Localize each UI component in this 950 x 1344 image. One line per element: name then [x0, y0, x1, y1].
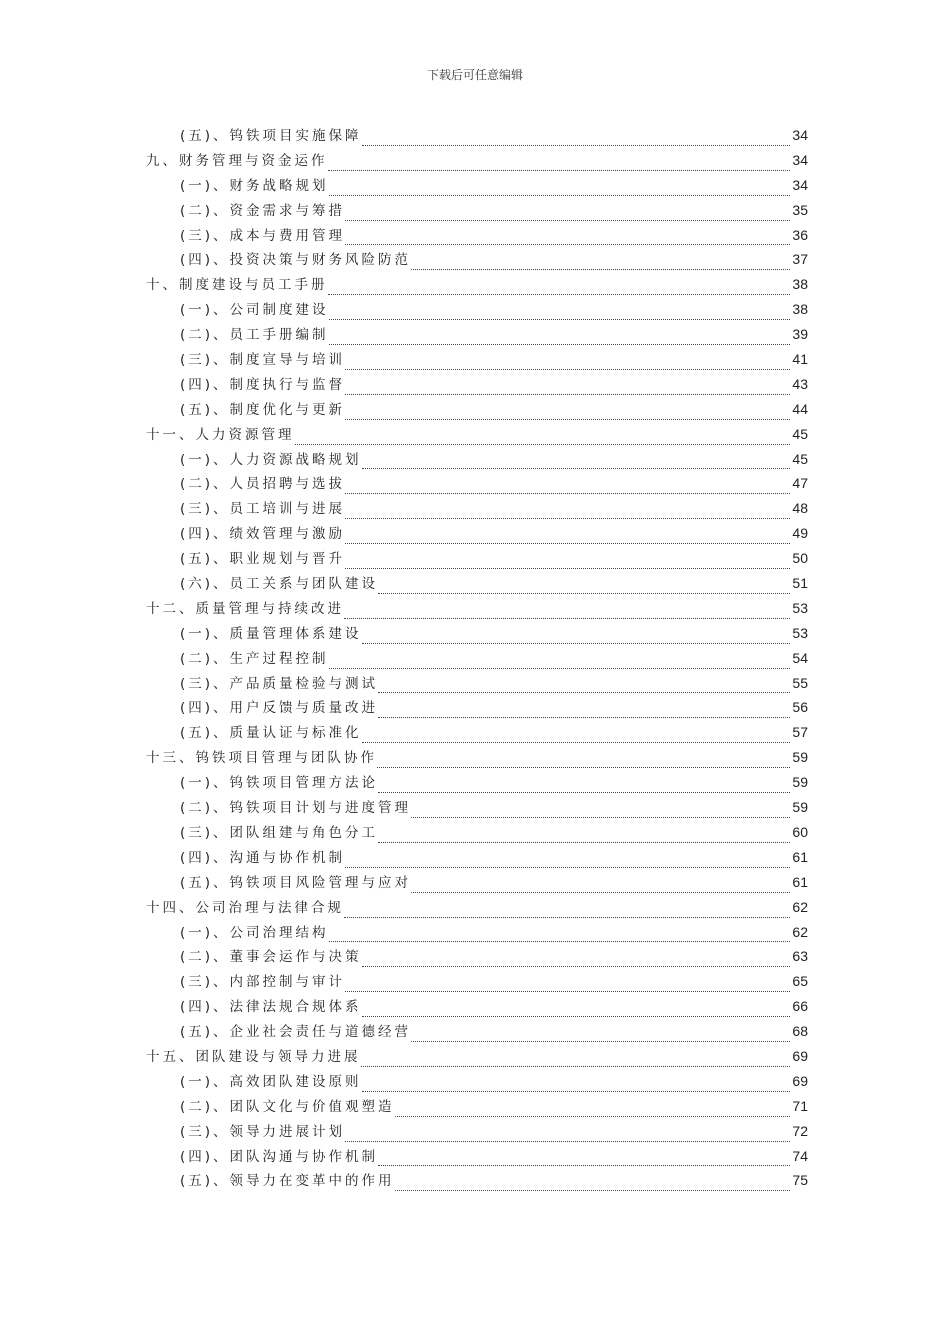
- toc-entry[interactable]: [146, 647, 808, 672]
- toc-entry-title: (五)、企业社会责任与道德经营: [180, 1024, 412, 1041]
- toc-entry-page: 39: [792, 326, 808, 343]
- toc-entry[interactable]: [146, 1045, 808, 1070]
- toc-entry-title: (三)、团队组建与角色分工: [180, 824, 379, 841]
- toc-entry[interactable]: [146, 1095, 808, 1120]
- dot-leader: [345, 244, 790, 245]
- toc-entry[interactable]: [146, 248, 808, 273]
- toc-entry[interactable]: [146, 273, 808, 298]
- toc-entry[interactable]: [146, 1145, 808, 1170]
- page-header: 下载后可任意编辑: [426, 68, 523, 82]
- toc-entry-page: 75: [792, 1172, 808, 1189]
- toc-entry-title: (五)、制度优化与更新: [180, 401, 346, 418]
- toc-entry-title: 九、财务管理与资金运作: [146, 152, 328, 169]
- toc-entry-title: (三)、产品质量检验与测试: [180, 675, 379, 692]
- dot-leader: [345, 419, 790, 420]
- toc-entry-title: (二)、团队文化与价值观塑造: [180, 1098, 395, 1115]
- toc-entry-title: 十四、公司治理与法律合规: [146, 899, 344, 916]
- toc-entry[interactable]: [146, 472, 808, 497]
- dot-leader: [378, 842, 790, 843]
- toc-entry[interactable]: [146, 373, 808, 398]
- toc-entry[interactable]: [146, 995, 808, 1020]
- toc-entry-title: (一)、质量管理体系建设: [180, 625, 362, 642]
- toc-entry-title: (二)、生产过程控制: [180, 650, 329, 667]
- toc-entry-page: 55: [792, 674, 808, 691]
- dot-leader: [378, 593, 790, 594]
- toc-entry-page: 35: [792, 201, 808, 218]
- toc-entry[interactable]: [146, 896, 808, 921]
- toc-entry[interactable]: [146, 597, 808, 622]
- dot-leader: [411, 269, 790, 270]
- dot-leader: [345, 493, 790, 494]
- toc-entry-page: 44: [792, 400, 808, 417]
- toc-entry-page: 59: [792, 799, 808, 816]
- toc-entry[interactable]: [146, 124, 808, 149]
- toc-entry-title: (五)、钨铁项目实施保障: [180, 128, 362, 144]
- toc-entry-page: 41: [792, 351, 808, 368]
- toc-entry-page: 48: [792, 500, 808, 517]
- toc-entry-title: (五)、领导力在变革中的作用: [180, 1173, 395, 1190]
- toc-entry-title: (五)、质量认证与标准化: [180, 725, 362, 742]
- toc-entry-title: (三)、内部控制与审计: [180, 974, 346, 991]
- dot-leader: [329, 319, 791, 320]
- toc-entry-page: 37: [792, 251, 808, 268]
- dot-leader: [377, 767, 790, 768]
- dot-leader: [361, 1066, 791, 1067]
- toc-entry-page: 51: [792, 575, 808, 592]
- toc-entry[interactable]: [146, 572, 808, 597]
- toc-entry-title: (一)、公司治理结构: [180, 924, 329, 941]
- toc-entry-title: 十、制度建设与员工手册: [146, 277, 328, 294]
- toc-entry-title: (二)、董事会运作与决策: [180, 949, 362, 966]
- toc-entry-title: (一)、人力资源战略规划: [180, 451, 362, 468]
- toc-entry-page: 43: [792, 375, 808, 392]
- toc-entry[interactable]: [146, 298, 808, 323]
- toc-entry-title: (一)、高效团队建设原则: [180, 1073, 362, 1090]
- toc-entry-page: 34: [792, 176, 808, 193]
- toc-entry[interactable]: [146, 522, 808, 547]
- toc-entry-page: 61: [792, 873, 808, 890]
- dot-leader: [378, 692, 790, 693]
- dot-leader: [362, 1091, 791, 1092]
- dot-leader: [362, 966, 791, 967]
- toc-entry[interactable]: [146, 945, 808, 970]
- toc-entry-page: 38: [792, 276, 808, 293]
- toc-entry-title: (二)、钨铁项目计划与进度管理: [180, 800, 412, 817]
- dot-leader: [329, 344, 791, 345]
- dot-leader: [295, 444, 791, 445]
- toc-entry-title: (四)、团队沟通与协作机制: [180, 1148, 379, 1165]
- toc-entry[interactable]: [146, 746, 808, 771]
- toc-entry-title: (四)、用户反馈与质量改进: [180, 700, 379, 717]
- dot-leader: [328, 294, 791, 295]
- dot-leader: [411, 892, 790, 893]
- toc-entry-page: 34: [792, 151, 808, 168]
- dot-leader: [362, 1016, 791, 1017]
- dot-leader: [345, 394, 790, 395]
- toc-entry-page: 49: [792, 525, 808, 542]
- toc-entry-page: 50: [792, 550, 808, 567]
- toc-entry-title: (四)、沟通与协作机制: [180, 849, 346, 866]
- toc-entry[interactable]: [146, 846, 808, 871]
- toc-entry[interactable]: [146, 796, 808, 821]
- toc-entry-page: 62: [792, 898, 808, 915]
- toc-entry-page: 59: [792, 749, 808, 766]
- dot-leader: [395, 1190, 791, 1191]
- toc-entry-page: 71: [792, 1097, 808, 1114]
- toc-entry-title: (一)、财务战略规划: [180, 177, 329, 194]
- toc-entry[interactable]: [146, 323, 808, 348]
- toc-entry-title: 十一、人力资源管理: [146, 426, 295, 443]
- toc-entry-title: (四)、制度执行与监督: [180, 376, 346, 393]
- toc-entry[interactable]: [146, 398, 808, 423]
- toc-entry-title: (四)、投资决策与财务风险防范: [180, 252, 412, 269]
- table-of-contents: [146, 124, 808, 1194]
- toc-entry-title: (四)、绩效管理与激励: [180, 526, 346, 543]
- toc-entry[interactable]: [146, 348, 808, 373]
- toc-entry[interactable]: [146, 871, 808, 896]
- toc-entry[interactable]: [146, 1169, 808, 1194]
- toc-entry[interactable]: [146, 448, 808, 473]
- toc-entry-title: (三)、成本与费用管理: [180, 227, 346, 244]
- toc-entry-page: 74: [792, 1147, 808, 1164]
- toc-entry-title: (三)、领导力进展计划: [180, 1123, 346, 1140]
- toc-entry-page: 53: [792, 599, 808, 616]
- toc-entry-title: (六)、员工关系与团队建设: [180, 576, 379, 593]
- toc-entry[interactable]: [146, 174, 808, 199]
- toc-entry[interactable]: [146, 199, 808, 224]
- toc-entry[interactable]: [146, 622, 808, 647]
- toc-entry-page: 63: [792, 948, 808, 965]
- toc-entry[interactable]: [146, 423, 808, 448]
- toc-entry[interactable]: [146, 921, 808, 946]
- toc-entry[interactable]: [146, 721, 808, 746]
- toc-entry-title: (三)、制度宣导与培训: [180, 352, 346, 369]
- toc-entry[interactable]: [146, 547, 808, 572]
- toc-entry[interactable]: [146, 821, 808, 846]
- dot-leader: [378, 1165, 790, 1166]
- dot-leader: [328, 170, 791, 171]
- dot-leader: [345, 220, 790, 221]
- dot-leader: [344, 917, 790, 918]
- dot-leader: [345, 518, 790, 519]
- dot-leader: [345, 369, 790, 370]
- toc-entry-title: (二)、人员招聘与选拔: [180, 476, 346, 493]
- toc-entry-page: 45: [792, 450, 808, 467]
- toc-entry-title: (五)、职业规划与晋升: [180, 551, 346, 568]
- toc-entry-page: 61: [792, 848, 808, 865]
- dot-leader: [362, 468, 791, 469]
- toc-entry-page: 53: [792, 624, 808, 641]
- dot-leader: [345, 543, 790, 544]
- toc-entry-page: 36: [792, 226, 808, 243]
- toc-entry[interactable]: [146, 696, 808, 721]
- toc-entry-page: 54: [792, 649, 808, 666]
- toc-entry[interactable]: [146, 771, 808, 796]
- toc-entry-title: (四)、法律法规合规体系: [180, 999, 362, 1016]
- toc-entry[interactable]: [146, 1120, 808, 1145]
- toc-entry-page: 59: [792, 774, 808, 791]
- toc-entry[interactable]: [146, 1020, 808, 1045]
- dot-leader: [395, 1116, 791, 1117]
- dot-leader: [329, 195, 791, 196]
- toc-entry[interactable]: [146, 970, 808, 995]
- toc-entry-page: 72: [792, 1122, 808, 1139]
- dot-leader: [345, 867, 790, 868]
- toc-entry[interactable]: [146, 224, 808, 249]
- dot-leader: [329, 668, 791, 669]
- toc-entry-title: 十五、团队建设与领导力进展: [146, 1048, 361, 1065]
- toc-entry-page: 60: [792, 823, 808, 840]
- toc-entry-title: (五)、钨铁项目风险管理与应对: [180, 874, 412, 891]
- toc-entry[interactable]: [146, 1070, 808, 1095]
- toc-entry-page: 56: [792, 699, 808, 716]
- toc-entry[interactable]: [146, 672, 808, 697]
- dot-leader: [345, 991, 790, 992]
- toc-entry-title: (二)、员工手册编制: [180, 327, 329, 344]
- toc-entry-page: 69: [792, 1047, 808, 1064]
- toc-entry-page: 34: [792, 127, 808, 143]
- dot-leader: [329, 941, 791, 942]
- dot-leader: [362, 643, 791, 644]
- dot-leader: [378, 792, 790, 793]
- toc-entry-title: (三)、员工培训与进展: [180, 501, 346, 518]
- dot-leader: [344, 618, 790, 619]
- toc-entry-page: 69: [792, 1072, 808, 1089]
- toc-entry-title: (一)、钨铁项目管理方法论: [180, 775, 379, 792]
- toc-entry-title: (一)、公司制度建设: [180, 302, 329, 319]
- toc-entry-title: (二)、资金需求与筹措: [180, 202, 346, 219]
- toc-entry-page: 66: [792, 998, 808, 1015]
- dot-leader: [345, 568, 790, 569]
- toc-entry-page: 62: [792, 923, 808, 940]
- toc-entry-page: 38: [792, 301, 808, 318]
- toc-entry-page: 47: [792, 475, 808, 492]
- dot-leader: [411, 817, 790, 818]
- toc-entry-page: 68: [792, 1023, 808, 1040]
- dot-leader: [362, 145, 791, 146]
- toc-entry-page: 65: [792, 973, 808, 990]
- toc-entry-page: 45: [792, 425, 808, 442]
- dot-leader: [362, 742, 791, 743]
- toc-entry[interactable]: [146, 497, 808, 522]
- dot-leader: [345, 1141, 790, 1142]
- dot-leader: [411, 1041, 790, 1042]
- toc-entry-title: 十二、质量管理与持续改进: [146, 600, 344, 617]
- dot-leader: [378, 717, 790, 718]
- toc-entry[interactable]: [146, 149, 808, 174]
- toc-entry-title: 十三、钨铁项目管理与团队协作: [146, 750, 377, 767]
- toc-entry-page: 57: [792, 724, 808, 741]
